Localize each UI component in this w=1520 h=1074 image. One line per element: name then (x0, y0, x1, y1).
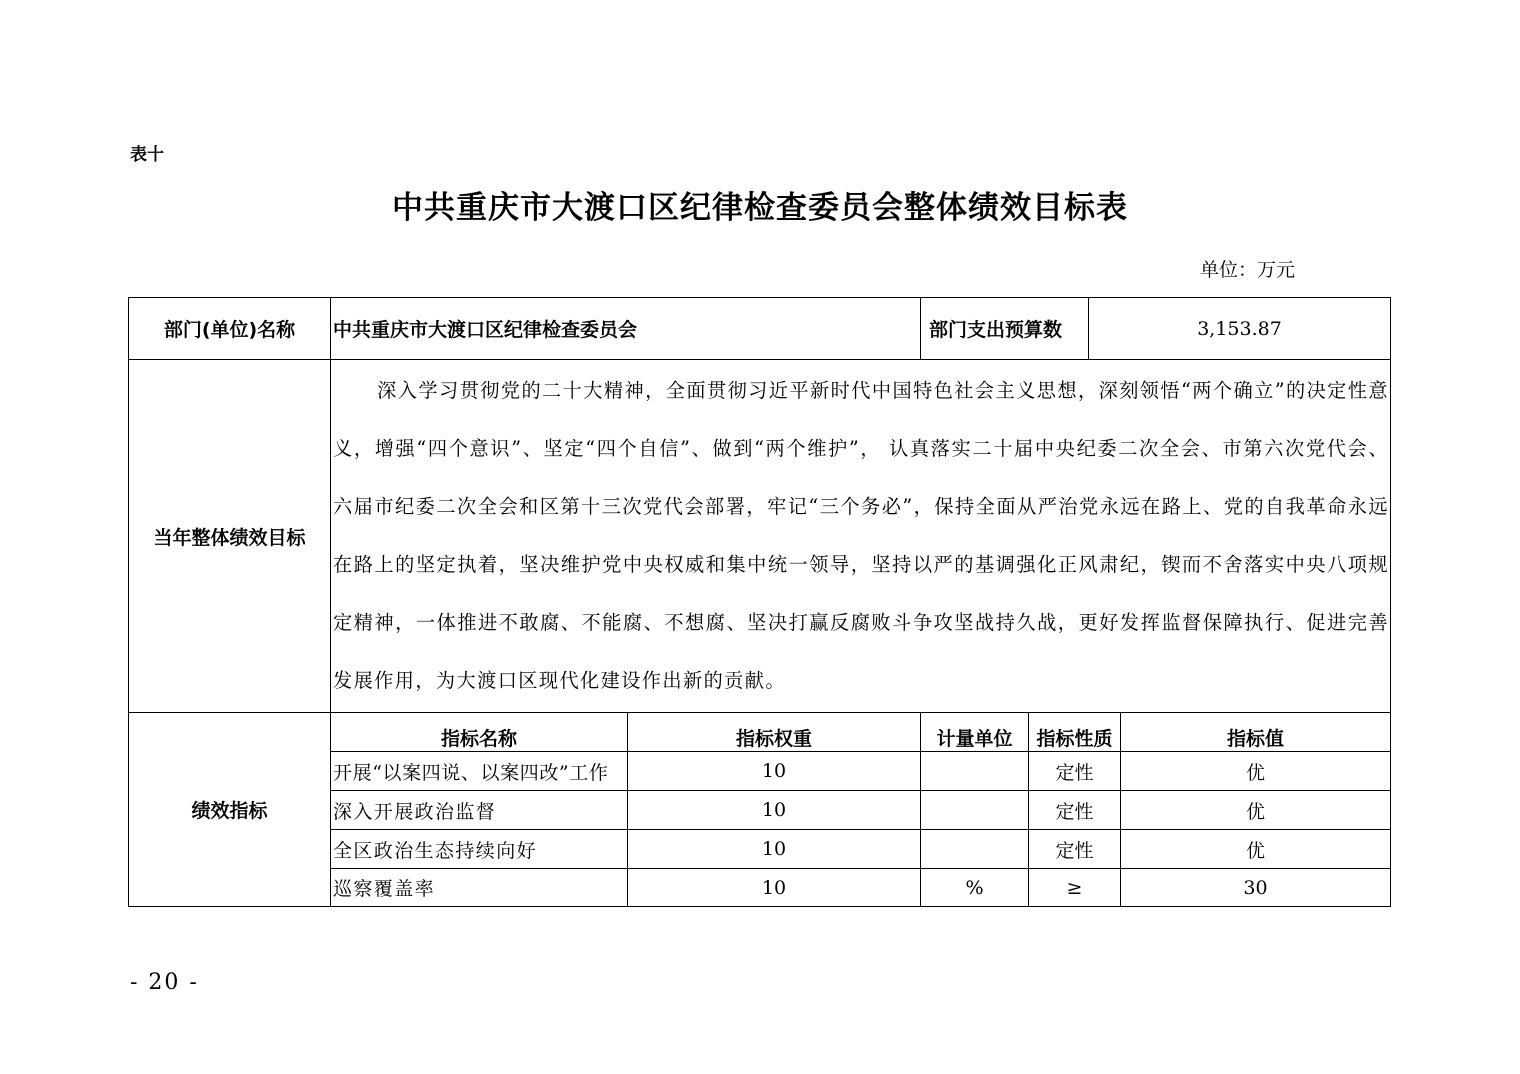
indicator-nature: 定性 (1055, 800, 1094, 823)
label-column-divider (330, 298, 331, 906)
column-header: 指标值 (1226, 728, 1284, 750)
budget-label: 部门支出预算数 (929, 319, 1063, 341)
dept-label: 部门(单位)名称 (163, 319, 296, 341)
indicator-weight: 10 (761, 876, 787, 899)
indicator-name: 全区政治生态持续向好 (333, 839, 538, 862)
indicator-value: 优 (1245, 761, 1265, 784)
goal-text: 深入学习贯彻党的二十大精神，全面贯彻习近平新时代中国特色社会主义思想，深刻领悟“两个确立”的决定性意义，增强“四个意识”、坚定“四个自信”、做到“两个维护”， 认真落实二十届中央纪委二次全会、市第六次党代会、六届市纪委二次全会和区第十三次党代会部署，牢记“三个务必”，保持全面从严治党永远在路上、党的自我革命永远在路上的坚定执着，坚决维护党中央权威和集中统一领导，坚持以严的基调强化正风肃纪，锲而不舍落实中央八项规定精神，一体推进不敢腐、不能腐、不想腐、坚决打赢反腐败斗争攻坚战持久战，更好发挥监督保障执行、促进完善发展作用，为大渡口区现代化建设作出新的贡献。 (333, 379, 1389, 692)
indicator-unit (921, 791, 1028, 829)
indicator-weight: 10 (761, 838, 787, 860)
budget-value: 3,153.87 (1197, 317, 1282, 340)
column-header: 指标权重 (735, 728, 812, 750)
indicators-label: 绩效指标 (191, 800, 268, 822)
indicator-value: 优 (1245, 839, 1265, 862)
unit-label: 单位：万元 (1200, 259, 1296, 281)
indicator-unit (921, 752, 1028, 790)
column-header: 指标名称 (440, 728, 517, 750)
page-number: - 20 - (130, 970, 199, 995)
column-header: 计量单位 (936, 728, 1013, 750)
indicator-weight: 10 (761, 760, 787, 782)
column-header: 指标性质 (1036, 728, 1113, 750)
indicator-weight: 10 (761, 799, 787, 821)
indicator-name: 深入开展政治监督 (333, 800, 497, 823)
column-divider (920, 298, 921, 359)
indicator-value: 优 (1245, 800, 1265, 823)
indicator-name: 开展“以案四说、以案四改”工作 (333, 761, 609, 784)
dept-name: 中共重庆市大渡口区纪律检查委员会 (333, 319, 638, 341)
table-label: 表十 (130, 145, 164, 165)
indicator-nature: 定性 (1055, 761, 1094, 784)
indicator-name: 巡察覆盖率 (333, 878, 436, 900)
indicator-nature: 定性 (1055, 839, 1094, 862)
indicator-value: 30 (1243, 876, 1268, 899)
page-title: 中共重庆市大渡口区纪律检查委员会整体绩效目标表 (392, 190, 1128, 226)
goal-label: 当年整体绩效目标 (153, 526, 306, 549)
performance-table (128, 297, 1391, 907)
indicator-unit: % (965, 876, 984, 899)
indicator-nature: ≥ (1066, 876, 1083, 899)
indicator-unit (921, 830, 1028, 868)
